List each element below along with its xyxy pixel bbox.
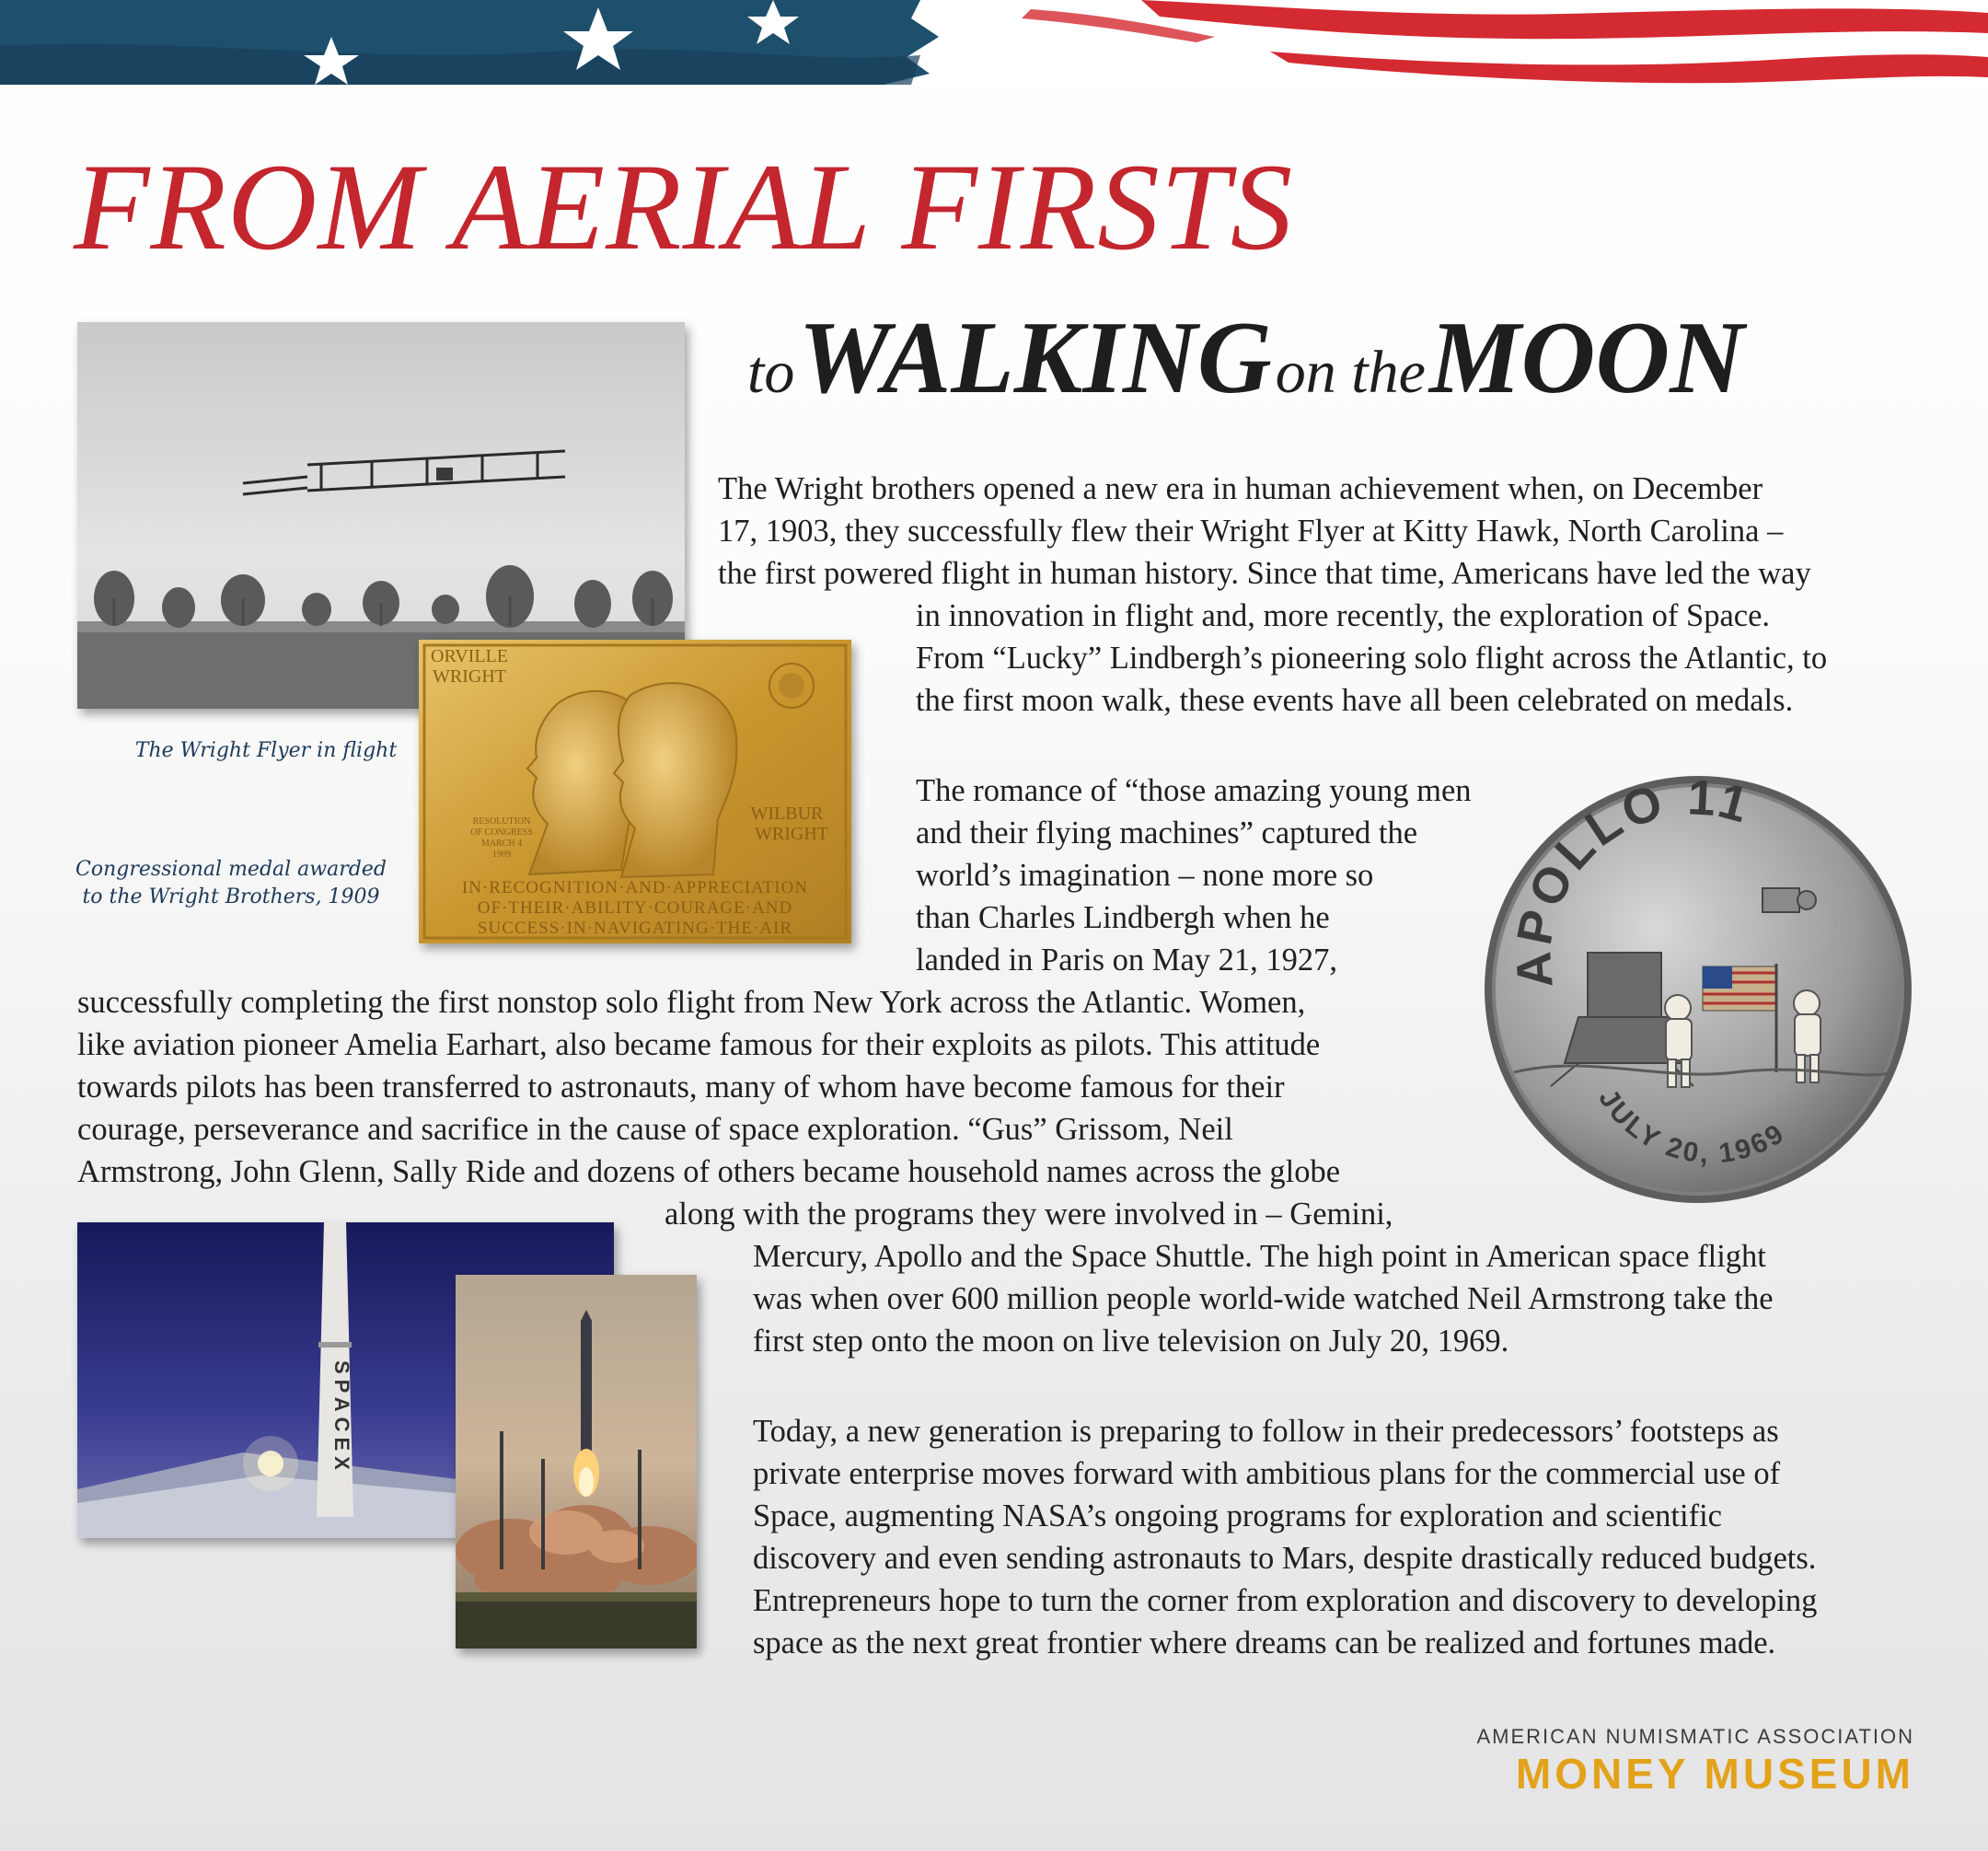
future-line-5: Entrepreneurs hope to turn the corner from exploration and discovery to developing <box>753 1583 1818 1618</box>
medal-name-left-2: WRIGHT <box>433 666 506 687</box>
flag-banner <box>0 0 1988 85</box>
programs-line <box>665 1193 1393 1235</box>
moonwalk-paragraph <box>753 1235 1774 1362</box>
medal-resolution-3: MARCH 4 <box>480 839 523 849</box>
medal-caption-line-1: Congressional medal awarded <box>75 858 387 881</box>
medal-caption-line-2: to the Wright Brothers, 1909 <box>82 885 380 908</box>
lindbergh-line-4: than Charles Lindbergh when he <box>916 900 1330 935</box>
wright-brothers-medal <box>419 640 851 943</box>
future-line-1: Today, a new generation is preparing to follow in their predecessors’ footsteps as <box>753 1414 1779 1449</box>
apollo-medal-bottom-text: JULY 20, 1969 <box>1592 1083 1792 1170</box>
subtitle-moon: MOON <box>1428 301 1745 415</box>
future-paragraph <box>753 1410 1817 1664</box>
medal-resolution-1: RESOLUTION <box>472 816 531 827</box>
apollo-11-medal <box>1477 769 1919 1210</box>
pilots-line-3: towards pilots has been transferred to astronauts, many of whom have become famous for their <box>77 1070 1285 1105</box>
intro-line-6: the first moon walk, these events have all been celebrated on medals. <box>916 683 1794 718</box>
medal-resolution-2: OF CONGRESS <box>470 827 533 838</box>
wright-flyer-caption: The Wright Flyer in flight <box>134 739 398 762</box>
medal-inscription-2: OF·THEIR·ABILITY·COURAGE·AND <box>477 898 793 918</box>
intro-line-2: 17, 1903, they successfully flew their Wright Flyer at Kitty Hawk, North Carolina – <box>718 514 1784 549</box>
lindbergh-line-3: world’s imagination – none more so <box>916 858 1374 893</box>
future-line-2: private enterprise moves forward with ambitious plans for the commercial use of <box>753 1456 1781 1491</box>
subtitle-walking: WALKING <box>798 301 1272 415</box>
medal-caption <box>70 856 392 911</box>
pilots-line-1: successfully completing the first nonstop solo flight from New York across the Atlantic. Women, <box>77 985 1306 1020</box>
medal-inscription-1: IN·RECOGNITION·AND·APPRECIATION <box>461 878 809 897</box>
lindbergh-line-1: The romance of “those amazing young men <box>916 773 1472 808</box>
apollo-medal-top-text: APOLLO 11 <box>1505 769 1758 990</box>
future-line-6: space as the next great frontier where dreams can be realized and fortunes made. <box>753 1625 1776 1660</box>
medal-inscription-3: SUCCESS·IN·NAVIGATING·THE·AIR <box>477 919 793 938</box>
moonwalk-line-3: first step onto the moon on live television on July 20, 1969. <box>753 1324 1509 1359</box>
medal-name-right-2: WRIGHT <box>755 824 828 844</box>
subtitle-to: to <box>747 339 795 406</box>
medal-resolution-4: 1909 <box>492 850 511 860</box>
subtitle-on-the: on the <box>1275 339 1426 406</box>
intro-line-1: The Wright brothers opened a new era in human achievement when, on December <box>718 471 1763 506</box>
lindbergh-line-2: and their flying machines” captured the <box>916 816 1418 850</box>
medal-name-left-1: ORVILLE <box>431 646 508 666</box>
pilots-line-2: like aviation pioneer Amelia Earhart, also became famous for their exploits as pilots. This attitude <box>77 1027 1321 1062</box>
page-subtitle <box>747 301 1745 415</box>
lindbergh-line-5: landed in Paris on May 21, 1927, <box>916 943 1338 978</box>
intro-line-5: From “Lucky” Lindbergh’s pioneering solo flight across the Atlantic, to <box>916 641 1828 676</box>
pilots-paragraph <box>77 981 1340 1193</box>
logo-organization: AMERICAN NUMISMATIC ASSOCIATION <box>1476 1725 1914 1748</box>
moonwalk-line-2: was when over 600 million people world-wide watched Neil Armstrong take the <box>753 1281 1774 1316</box>
intro-paragraph <box>718 468 1811 595</box>
lindbergh-paragraph <box>916 769 1472 981</box>
spacex-rocket-text: SPACEX <box>330 1360 353 1475</box>
pilots-line-4: courage, perseverance and sacrifice in the cause of space exploration. “Gus” Grissom, Neil <box>77 1112 1233 1147</box>
page-title: FROM AERIAL FIRSTS <box>74 139 1294 276</box>
pilots-line-5: Armstrong, John Glenn, Sally Ride and dozens of others became household names across the globe <box>77 1154 1341 1189</box>
rocket-launch-photo <box>456 1275 697 1649</box>
moonwalk-line-1: Mercury, Apollo and the Space Shuttle. The high point in American space flight <box>753 1239 1766 1274</box>
future-line-3: Space, augmenting NASA’s ongoing programs for exploration and scientific <box>753 1498 1722 1533</box>
medal-name-right-1: WILBUR <box>750 804 824 824</box>
intro-line-3: the first powered flight in human history. Since that time, Americans have led the way <box>718 556 1811 591</box>
intro-paragraph-cont <box>916 595 1827 722</box>
programs-line-1: along with the programs they were involved in – Gemini, <box>665 1197 1393 1232</box>
future-line-4: discovery and even sending astronauts to Mars, despite drastically reduced budgets. <box>753 1541 1817 1576</box>
intro-line-4: in innovation in flight and, more recently, the exploration of Space. <box>916 598 1771 633</box>
logo-money-museum: MONEY MUSEUM <box>1515 1750 1914 1798</box>
